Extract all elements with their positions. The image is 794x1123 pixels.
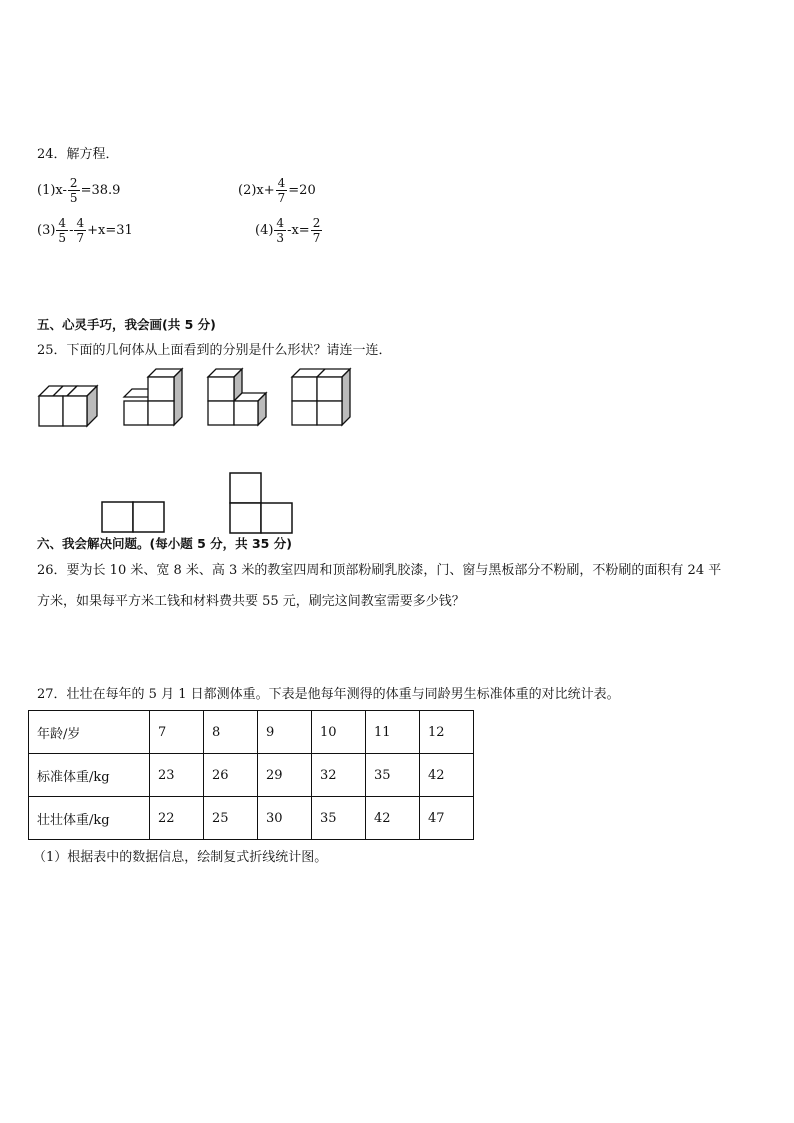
- eq2-numerator: 4: [277, 176, 286, 190]
- table-cell: 12: [420, 711, 474, 754]
- q26-line-1: 26．要为长 10 米、宽 8 米、高 3 米的教室四周和顶部粉刷乳胶漆，门、窗与黑板部分不粉刷，不粉刷的面积有 24 平: [37, 563, 722, 578]
- eq1-denominator: 5: [69, 191, 78, 205]
- table-cell: 42: [420, 754, 474, 797]
- table-cell: 47: [420, 797, 474, 840]
- table-cell: 26: [204, 754, 258, 797]
- eq3-suffix: +x=31: [87, 223, 133, 238]
- equation-3: [37, 216, 133, 245]
- q26-line-2: 方米，如果每平方米工钱和材料费共要 55 元，刷完这间教室需要多少钱？: [37, 594, 465, 609]
- table-cell: 25: [204, 797, 258, 840]
- q25-title: 25．下面的几何体从上面看到的分别是什么形状？请连一连．: [37, 343, 392, 358]
- table-row: [29, 754, 474, 797]
- equation-4: [255, 216, 323, 245]
- eq3-denominator-1: 5: [58, 231, 67, 245]
- solid-figure-3: [204, 365, 274, 431]
- solid-figure-1: [35, 380, 105, 430]
- q27-sub-question-1: （1）根据表中的数据信息，绘制复式折线统计图。: [33, 850, 328, 865]
- eq2-prefix: (2)x+: [238, 183, 275, 198]
- eq4-numerator-1: 4: [276, 216, 285, 230]
- table-cell: 10: [312, 711, 366, 754]
- eq4-fraction-2: [311, 216, 323, 245]
- top-view-shape-1: [100, 500, 166, 534]
- eq4-fraction-1: [274, 216, 286, 245]
- q24-title: 24．解方程．: [37, 147, 119, 162]
- table-row: [29, 711, 474, 754]
- section-5-title: 五、心灵手巧，我会画(共 5 分): [37, 317, 216, 332]
- equation-2: [238, 176, 316, 205]
- solid-figure-2: [120, 365, 190, 431]
- table-cell: 22: [150, 797, 204, 840]
- table-cell: 8: [204, 711, 258, 754]
- eq1-prefix: (1)x-: [37, 183, 67, 198]
- eq1-numerator: 2: [69, 176, 78, 190]
- solid-figure-4: [288, 365, 358, 431]
- eq2-denominator: 7: [277, 191, 286, 205]
- table-cell: 29: [258, 754, 312, 797]
- top-view-shape-2: [228, 471, 294, 535]
- section-6-title: 六、我会解决问题。(每小题 5 分，共 35 分): [37, 536, 292, 551]
- eq4-mid: -x=: [287, 223, 310, 238]
- eq3-numerator-2: 4: [76, 216, 85, 230]
- row-label-age: 年龄/岁: [29, 711, 150, 754]
- eq4-numerator-2: 2: [312, 216, 321, 230]
- table-cell: 35: [312, 797, 366, 840]
- table-cell: 32: [312, 754, 366, 797]
- q27-title: 27．壮壮在每年的 5 月 1 日都测体重。下表是他每年测得的体重与同龄男生标准体重的对比统计表。: [37, 687, 620, 702]
- eq3-fraction-1: [56, 216, 68, 245]
- table-cell: 42: [366, 797, 420, 840]
- row-label-standard-weight: 标准体重/kg: [29, 754, 150, 797]
- table-cell: 7: [150, 711, 204, 754]
- eq4-denominator-2: 7: [312, 231, 321, 245]
- eq2-suffix: =20: [288, 183, 316, 198]
- eq3-mid: -: [69, 223, 74, 238]
- eq3-prefix: (3): [37, 223, 56, 238]
- eq4-denominator-1: 3: [276, 231, 285, 245]
- eq1-fraction: [68, 176, 80, 205]
- row-label-zhuangzhuang-weight: 壮壮体重/kg: [29, 797, 150, 840]
- eq3-numerator-1: 4: [58, 216, 67, 230]
- eq3-denominator-2: 7: [76, 231, 85, 245]
- table-cell: 23: [150, 754, 204, 797]
- table-cell: 9: [258, 711, 312, 754]
- equation-1: [37, 176, 120, 205]
- eq2-fraction: [276, 176, 288, 205]
- weight-table: [28, 710, 474, 840]
- table-cell: 11: [366, 711, 420, 754]
- table-row: [29, 797, 474, 840]
- eq3-fraction-2: [74, 216, 86, 245]
- table-cell: 30: [258, 797, 312, 840]
- eq4-prefix: (4): [255, 223, 274, 238]
- eq1-suffix: =38.9: [80, 183, 121, 198]
- table-cell: 35: [366, 754, 420, 797]
